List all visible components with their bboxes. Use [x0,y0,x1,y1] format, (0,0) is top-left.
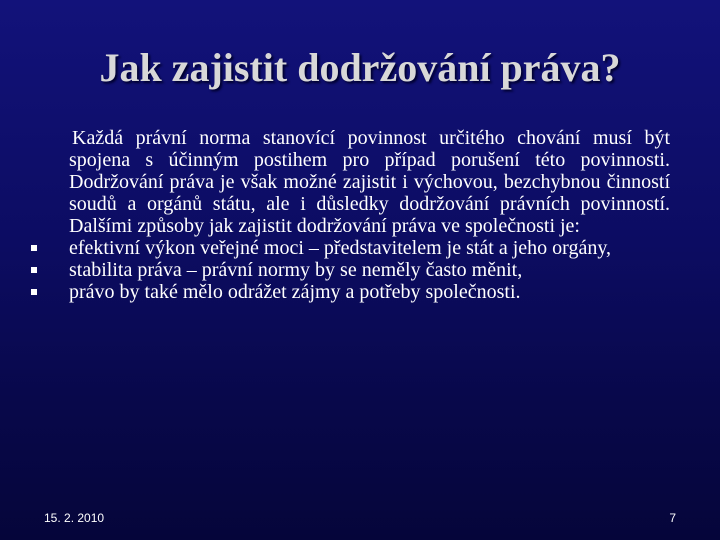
page-number: 7 [669,511,676,525]
list-item-text: efektivní výkon veřejné moci – představitelem je stát a jeho orgány, [69,237,612,259]
square-bullet-icon [31,289,37,295]
slide-title: Jak zajistit dodržování práva? [99,45,621,90]
intro-paragraph: Každá právní norma stanovící povinnost určitého chování musí být spojena s účinným postihem pro případ porušení této povinnosti. Dodržování práva je však možné zajistit i výchovou, bezchybnou činností soudů a orgánů státu, ale i důsledky dodržování právních povinností. Dalšími způsoby jak zajistit dodržování práva ve společnosti je: [69,127,670,237]
bullet-list [69,237,670,303]
list-item [69,259,670,281]
list-item [69,237,670,259]
footer-date: 15. 2. 2010 [44,511,105,525]
slide-body [69,127,670,303]
square-bullet-icon [31,267,37,273]
list-item [69,281,670,303]
list-item-text: právo by také mělo odrážet zájmy a potřeby společnosti. [69,281,521,303]
list-item-text: stabilita práva – právní normy by se neměly často měnit, [69,259,523,281]
square-bullet-icon [31,245,37,251]
